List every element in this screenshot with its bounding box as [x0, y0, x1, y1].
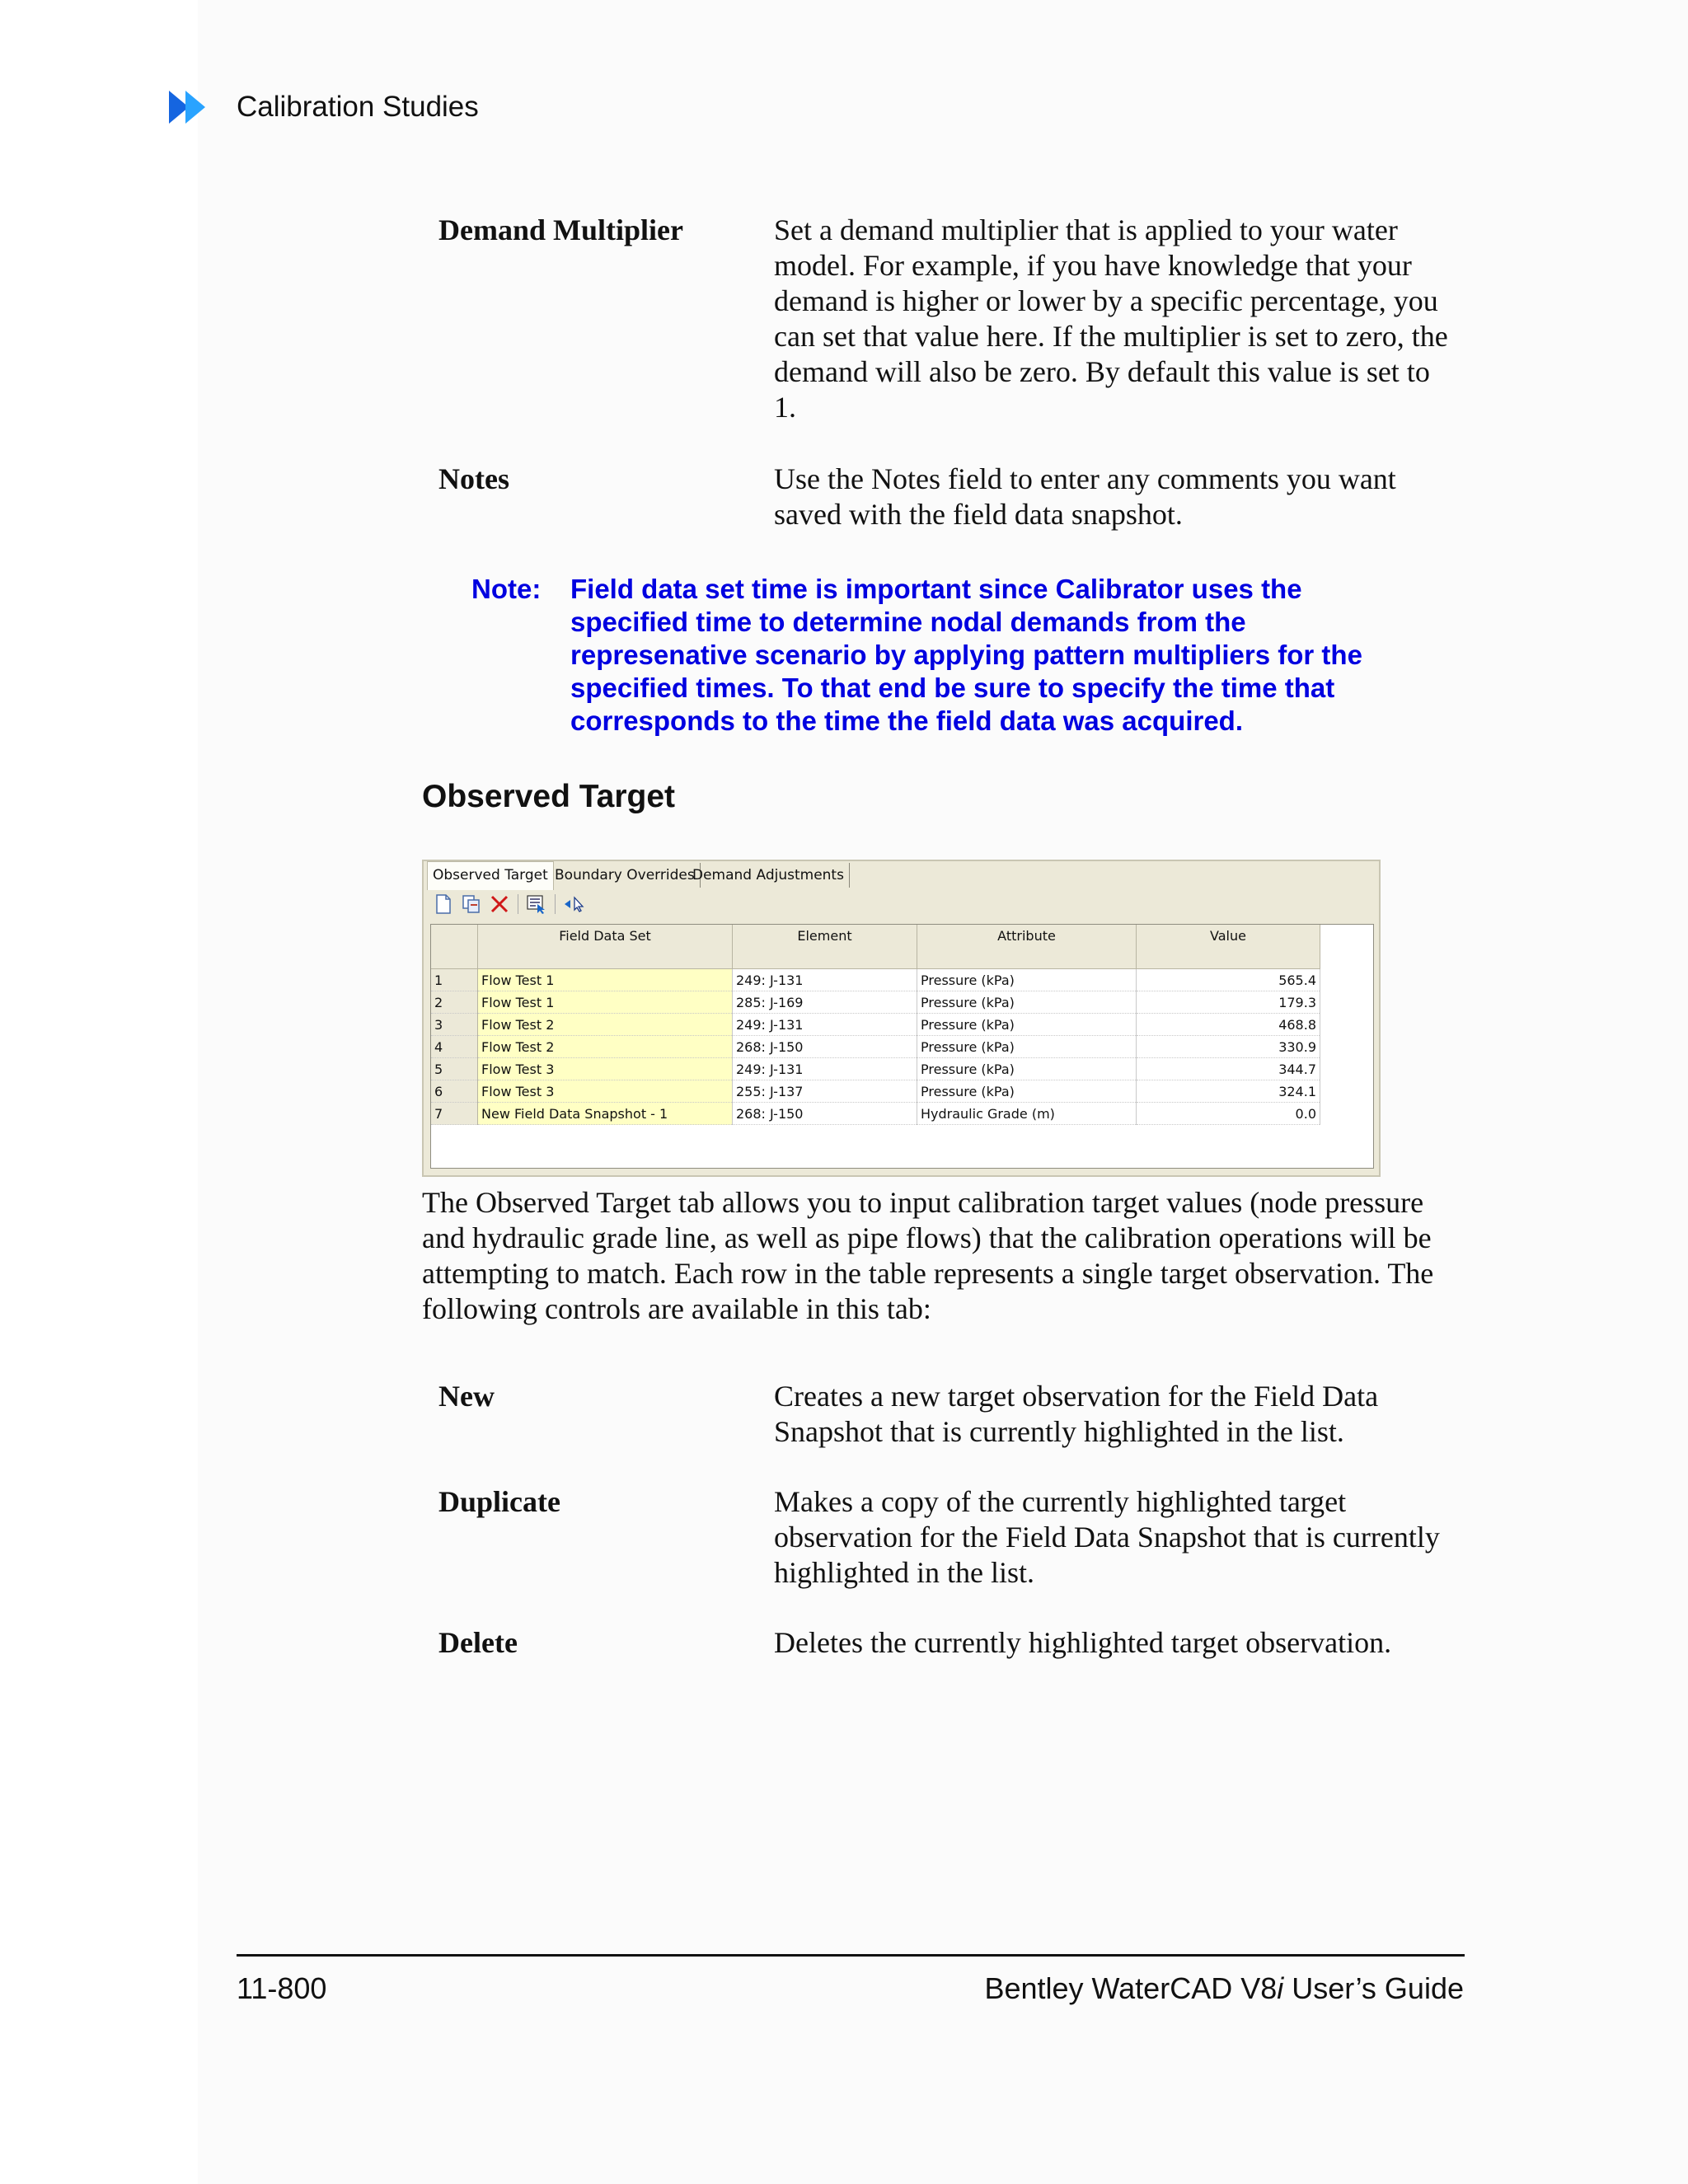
attribute-cell[interactable]: Pressure (kPa): [917, 969, 1137, 991]
value-cell[interactable]: 179.3: [1137, 991, 1320, 1014]
table-row[interactable]: [431, 1103, 1320, 1125]
row-number: 4: [431, 1036, 478, 1058]
tab-demand-adjustments[interactable]: Demand Adjustments: [687, 863, 850, 888]
page-number: 11-800: [237, 1971, 327, 2005]
select-from-drawing-icon[interactable]: [562, 893, 585, 916]
element-cell[interactable]: 249: J-131: [733, 969, 917, 991]
table-row[interactable]: [431, 991, 1320, 1014]
note-label: Note:: [471, 574, 542, 604]
element-cell[interactable]: 255: J-137: [733, 1080, 917, 1103]
table-row[interactable]: [431, 1014, 1320, 1036]
book-title-italic: i: [1277, 1971, 1284, 2005]
column-header-field-data-set[interactable]: Field Data Set: [478, 925, 733, 969]
observed-target-grid: [430, 924, 1374, 1169]
value-cell[interactable]: 330.9: [1137, 1036, 1320, 1058]
element-cell[interactable]: 285: J-169: [733, 991, 917, 1014]
field-data-set-cell[interactable]: Flow Test 1: [478, 969, 733, 991]
field-data-set-cell[interactable]: Flow Test 3: [478, 1058, 733, 1080]
value-cell[interactable]: 0.0: [1137, 1103, 1320, 1125]
note-text: Field data set time is important since Calibrator uses the specified time to determine nodal demands from the represenative scenario by applying pattern multipliers for the specified times. To that end be sure to specify the time that corresponds to the time the field data was acquired.: [570, 574, 1362, 736]
value-cell[interactable]: 565.4: [1137, 969, 1320, 991]
value-cell[interactable]: 344.7: [1137, 1058, 1320, 1080]
column-header-value[interactable]: Value: [1137, 925, 1320, 969]
tab-boundary-overrides[interactable]: Boundary Overrides: [550, 863, 701, 888]
value-cell[interactable]: 324.1: [1137, 1080, 1320, 1103]
book-title: [984, 1971, 1464, 2006]
element-cell[interactable]: 268: J-150: [733, 1036, 917, 1058]
element-cell[interactable]: 249: J-131: [733, 1014, 917, 1036]
element-cell[interactable]: 268: J-150: [733, 1103, 917, 1125]
delete-icon[interactable]: [488, 893, 511, 916]
section-title: Observed Target: [422, 779, 676, 814]
column-header-attribute[interactable]: Attribute: [917, 925, 1137, 969]
double-arrow-icon: [169, 89, 222, 125]
tab-observed-target[interactable]: Observed Target: [427, 861, 554, 890]
new-icon[interactable]: [432, 893, 455, 916]
definition-term: Duplicate: [438, 1485, 560, 1518]
toolbar: [432, 891, 590, 917]
footer-divider: [237, 1954, 1465, 1957]
chapter-title: Calibration Studies: [237, 91, 479, 123]
attribute-cell[interactable]: Pressure (kPa): [917, 1080, 1137, 1103]
attribute-cell[interactable]: Hydraulic Grade (m): [917, 1103, 1137, 1125]
definition-description: Use the Notes field to enter any comments you want saved with the field data snapshot.: [774, 462, 1396, 531]
attribute-cell[interactable]: Pressure (kPa): [917, 1036, 1137, 1058]
attribute-cell[interactable]: Pressure (kPa): [917, 991, 1137, 1014]
table-row[interactable]: [431, 1036, 1320, 1058]
observed-target-table: [431, 925, 1320, 1125]
definition-description: Makes a copy of the currently highlighted target observation for the Field Data Snapshot that is currently highlighted in the list.: [774, 1485, 1440, 1589]
row-number: 5: [431, 1058, 478, 1080]
field-data-set-cell[interactable]: Flow Test 2: [478, 1014, 733, 1036]
row-number-header: [431, 925, 478, 969]
attribute-cell[interactable]: Pressure (kPa): [917, 1058, 1137, 1080]
table-row[interactable]: [431, 969, 1320, 991]
definition-term: Demand Multiplier: [438, 213, 683, 246]
duplicate-icon[interactable]: [460, 893, 483, 916]
body-paragraph: The Observed Target tab allows you to input calibration target values (node pressure and hydraulic grade line, as well as pipe flows) that the calibration operations will be attempting to match. Each row in the table represents a single target observation. The following controls are available in this tab:: [422, 1186, 1434, 1325]
page-header: [169, 89, 479, 125]
book-title-prefix: Bentley WaterCAD V8: [984, 1971, 1278, 2005]
field-data-set-cell[interactable]: New Field Data Snapshot - 1: [478, 1103, 733, 1125]
book-title-suffix: User’s Guide: [1283, 1971, 1464, 2005]
element-cell[interactable]: 249: J-131: [733, 1058, 917, 1080]
row-number: 2: [431, 991, 478, 1014]
select-elements-icon[interactable]: [525, 893, 548, 916]
row-number: 7: [431, 1103, 478, 1125]
row-number: 1: [431, 969, 478, 991]
definition-term: Delete: [438, 1626, 518, 1659]
table-row[interactable]: [431, 1058, 1320, 1080]
field-data-set-cell[interactable]: Flow Test 3: [478, 1080, 733, 1103]
field-data-set-cell[interactable]: Flow Test 2: [478, 1036, 733, 1058]
row-number: 3: [431, 1014, 478, 1036]
definition-term: New: [438, 1380, 495, 1413]
row-number: 6: [431, 1080, 478, 1103]
attribute-cell[interactable]: Pressure (kPa): [917, 1014, 1137, 1036]
definition-description: Creates a new target observation for the Field Data Snapshot that is currently highlighted in the list.: [774, 1380, 1379, 1448]
observed-target-panel-screenshot: [422, 860, 1381, 1177]
definition-description: Set a demand multiplier that is applied to your water model. For example, if you have knowledge that your demand is higher or lower by a specific percentage, you can set that value here. If the multiplier is set to zero, the demand will also be zero. By default this value is set to 1.: [774, 213, 1448, 424]
column-header-element[interactable]: Element: [733, 925, 917, 969]
definition-term: Notes: [438, 462, 509, 495]
toolbar-separator: [555, 894, 556, 914]
tab-strip: [424, 861, 1379, 889]
field-data-set-cell[interactable]: Flow Test 1: [478, 991, 733, 1014]
value-cell[interactable]: 468.8: [1137, 1014, 1320, 1036]
table-row[interactable]: [431, 1080, 1320, 1103]
table-header-row: [431, 925, 1320, 969]
definition-description: Deletes the currently highlighted target observation.: [774, 1626, 1392, 1659]
